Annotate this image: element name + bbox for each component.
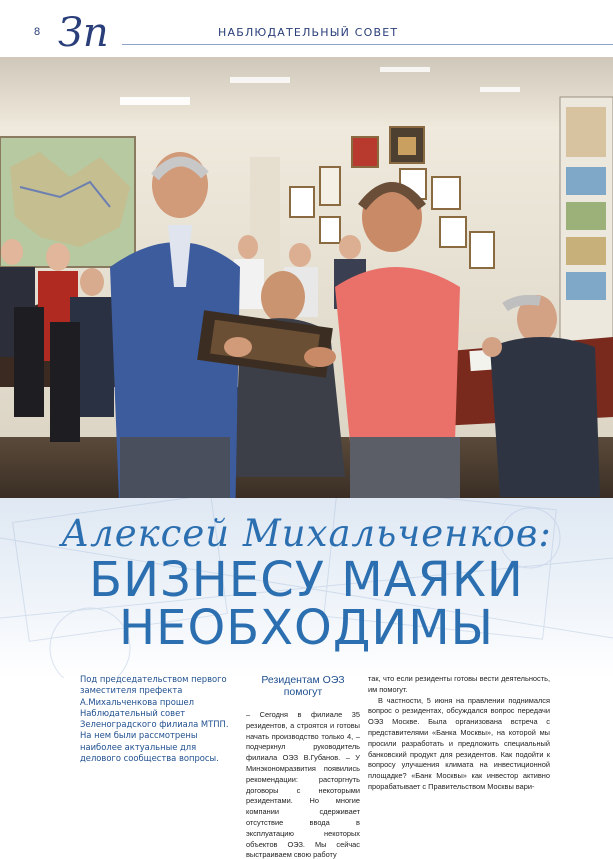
page-header bbox=[0, 0, 613, 56]
logo-text: Зп bbox=[58, 10, 109, 54]
lead-paragraph: Под председательством первого заместителя префекта А.Михальченкова прошел Наблюдательный совет Зеленоградского филиала МТПП. На нем были рассмотрены наиболее актуальные для делового сообщества вопросы. bbox=[80, 674, 229, 764]
header-rule bbox=[122, 44, 613, 45]
article-headline bbox=[0, 552, 613, 656]
headline-line-2: НЕОБХОДИМЫ bbox=[119, 600, 494, 656]
subhead-line-1: Резидентам ОЭЗ bbox=[261, 674, 345, 686]
headline-line-1: БИЗНЕСУ МАЯКИ bbox=[89, 552, 524, 608]
section-title: НАБЛЮДАТЕЛЬНЫЙ СОВЕТ bbox=[218, 26, 399, 39]
subhead-line-2: помогут bbox=[283, 686, 323, 698]
meeting-photo bbox=[0, 57, 613, 498]
column-2-text: – Сегодня в филиале 35 резидентов, а строятся и готовы начать производство только 4, – подчеркнул руководитель филиала ОЭЗ В.Губанов. – У Минэкономразвития появились рекомендации: расторгнуть договоры с некоторыми резидентами. Но многие компании сдерживает отсутствие ввода в эксплуатацию некоторых объектов ОЭЗ. Мы сейчас выстраиваем свою работу bbox=[246, 710, 360, 859]
column-3-paragraph-1: так, что если резиденты готовы вести деятельность, им помогут. bbox=[368, 674, 550, 694]
column-3-paragraph-2: В частности, 5 июня на правлении поднимался вопрос о резидентах, обсуждался вопрос передачи ОЭЗ Москве. Была организована встреча с представителями «Банка Москвы», на которой мы просили разработать и предложить специальный банковский продукт для резидентов. Как подойти к вопросу улучшения климата на инвестиционной площадке? «Банк Москвы» как инвестор активно прорабатывает с Правительством Москвы вари- bbox=[368, 695, 550, 791]
article-column-3 bbox=[368, 674, 550, 793]
column-subhead bbox=[246, 674, 360, 698]
article-name: Алексей Михальченков: bbox=[61, 512, 552, 555]
article-column-2 bbox=[246, 674, 360, 859]
magazine-logo bbox=[54, 6, 114, 54]
page-number: 8 bbox=[34, 26, 41, 38]
